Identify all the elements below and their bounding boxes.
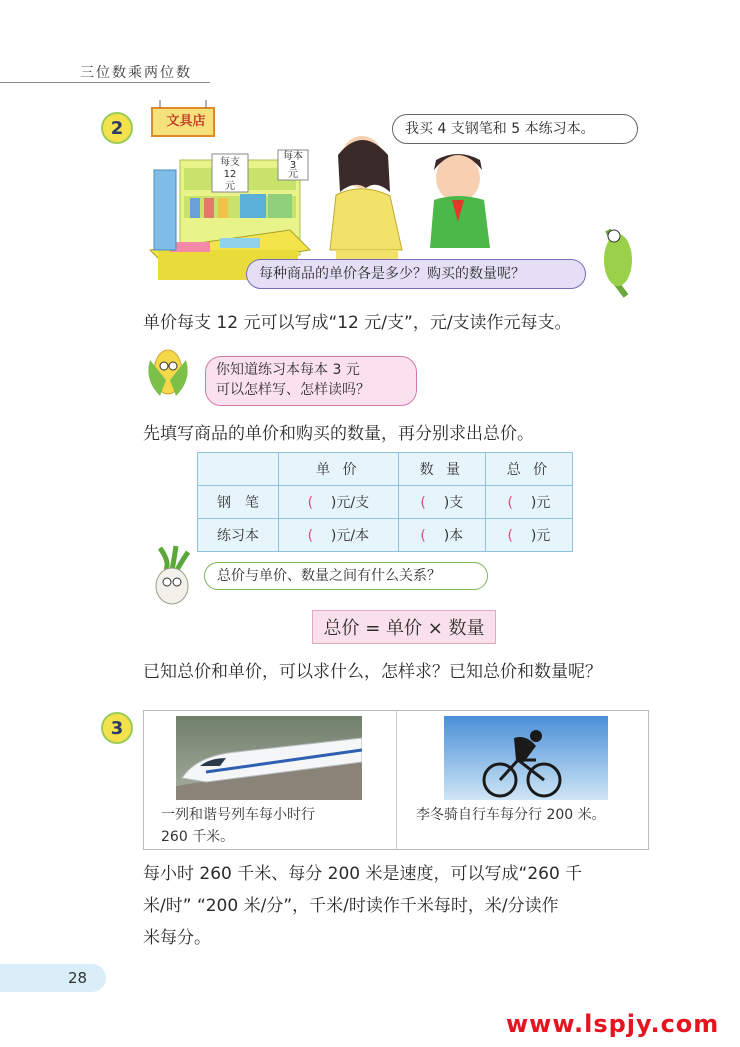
price-tag-pen-line1: 每支 (220, 157, 240, 168)
corn-mascot-icon (140, 340, 200, 402)
blank-open: ( (507, 495, 514, 511)
table-header-cell: 单 价 (279, 453, 399, 486)
corn-bubble-line1: 你知道练习本每本 3 元 (216, 362, 360, 378)
price-tag-notebook-line1: 每本 (283, 151, 303, 162)
fill-instruction-paragraph: 先填写商品的单价和购买的数量，再分别求出总价。 (143, 424, 534, 444)
girl-body (330, 189, 402, 250)
table-cell (398, 486, 485, 519)
blank-open: ( (307, 528, 314, 544)
radish-speech-bubble: 总价与单价、数量之间有什么关系？ (204, 562, 488, 590)
price-tag-notebook (279, 152, 307, 179)
table-header-cell (198, 453, 279, 486)
speed-paragraph (143, 858, 582, 954)
reverse-question-paragraph: 已知总价和单价，可以求什么，怎样求？已知总价和数量呢？ (143, 662, 602, 682)
price-tag-notebook-line2: 3 (289, 160, 297, 171)
radish-mascot-icon (140, 544, 202, 610)
price-tag-pen-line2: 12 (223, 169, 237, 180)
price-tag-notebook-line3: 元 (288, 169, 298, 180)
boy-head (436, 154, 480, 202)
unit-text: )支 (443, 495, 464, 511)
boy-speech-bubble: 我买 4 支钢笔和 5 本练习本。 (392, 114, 638, 144)
panel-divider (396, 711, 397, 849)
table-cell (279, 486, 399, 519)
table-row-label: 练习本 (198, 519, 279, 552)
table-cell (279, 519, 399, 552)
speed-paragraph-line2: 米/时” “200 米/分”，千米/时读作千米每时，米/分读作 (143, 896, 559, 916)
section-2-badge: 2 (101, 112, 133, 144)
table-row (198, 486, 573, 519)
unit-text: )本 (443, 528, 464, 544)
price-table (197, 452, 573, 552)
train-caption-line1: 一列和谐号列车每小时行 (161, 807, 315, 823)
table-cell (398, 519, 485, 552)
price-tag-pen (213, 157, 247, 193)
table-row-label: 钢 笔 (198, 486, 279, 519)
blank-open: ( (420, 528, 426, 544)
bike-caption: 李冬骑自行车每分行 200 米。 (416, 807, 606, 823)
speed-paragraph-line1: 每小时 260 千米、每分 200 米是速度，可以写成“260 千 (143, 864, 583, 884)
unit-text: )元/支 (330, 495, 370, 511)
unit-text: )元/本 (330, 528, 370, 544)
grasshopper-mascot (604, 234, 632, 286)
table-cell (485, 519, 572, 552)
price-tag-pen-line3: 元 (225, 181, 235, 192)
corn-bubble-line2: 可以怎样写、怎样读吗？ (216, 382, 370, 398)
section-3-badge: 3 (101, 712, 133, 744)
corn-speech-bubble (205, 356, 417, 406)
speed-paragraph-line3: 米每分。 (143, 928, 211, 948)
table-header-cell: 总 价 (485, 453, 572, 486)
blank-open: ( (307, 495, 314, 511)
blank-open: ( (420, 495, 426, 511)
train-caption-line2: 260 千米。 (161, 829, 235, 845)
unit-text: )元 (530, 528, 551, 544)
blank-open: ( (507, 528, 514, 544)
shop-sign-text: 文具店 (166, 114, 206, 129)
page-number: 28 (68, 969, 88, 987)
train-caption (161, 804, 315, 848)
page-header-title: 三位数乘两位数 (80, 65, 192, 81)
table-header-row (198, 453, 573, 486)
table-row (198, 519, 573, 552)
cyclist-photo (444, 716, 608, 800)
unit-text: )元 (530, 495, 551, 511)
unit-price-paragraph: 单价每支 12 元可以写成“12 元/支”，元/支读作元每支。 (143, 313, 572, 333)
question-speech-bubble: 每种商品的单价各是多少？购买的数量呢？ (246, 259, 586, 289)
bullet-train-photo (176, 716, 362, 800)
header-divider (0, 82, 210, 83)
table-header-cell: 数 量 (398, 453, 485, 486)
page-number-tab (0, 964, 106, 992)
table-cell (485, 486, 572, 519)
total-price-formula: 总价 = 单价 × 数量 (312, 610, 496, 644)
watermark-text: www.lspjy.com (506, 1010, 720, 1038)
